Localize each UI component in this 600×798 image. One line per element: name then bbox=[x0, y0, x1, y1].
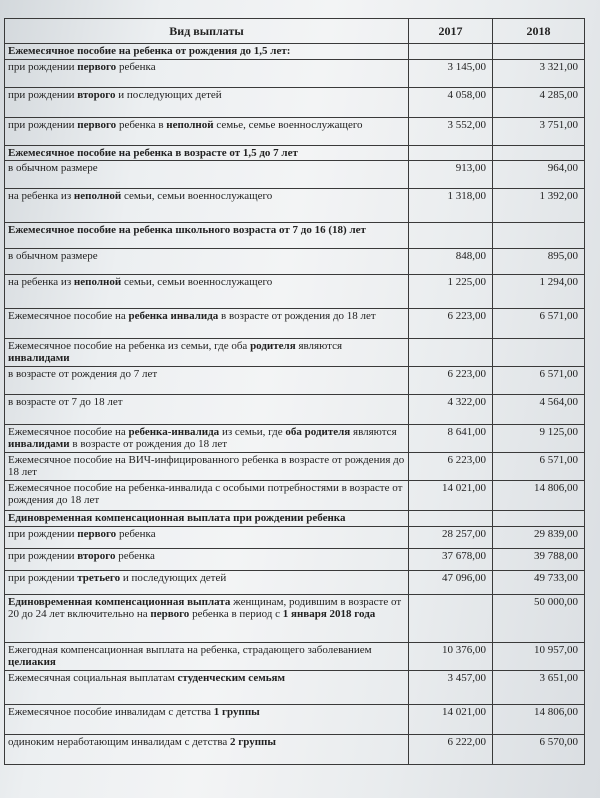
table-row bbox=[5, 735, 585, 765]
header-year-2018: 2018 bbox=[493, 19, 585, 44]
value-2018-cell: 14 806,00 bbox=[493, 481, 585, 511]
text-fragment: являются bbox=[295, 340, 343, 352]
text-fragment: при рождении bbox=[8, 61, 78, 73]
table-row bbox=[5, 671, 585, 705]
table-header-row bbox=[5, 19, 585, 44]
text-fragment: Ежемесячная социальная выплатам bbox=[8, 672, 178, 684]
text-fragment: оба родителя bbox=[285, 426, 351, 438]
text-fragment: инвалидами bbox=[8, 352, 70, 364]
payment-type-cell bbox=[5, 146, 409, 161]
value-2017-cell: 3 145,00 bbox=[409, 60, 493, 88]
text-fragment: Единовременная компенсационная выплата при рождении ребенка bbox=[8, 512, 346, 524]
text-fragment: Ежегодная компенсационная выплата на ребенка, страдающего заболеванием bbox=[8, 644, 372, 656]
header-year-2017: 2017 bbox=[409, 19, 493, 44]
payment-type-cell bbox=[5, 44, 409, 60]
value-2017-cell: 47 096,00 bbox=[409, 571, 493, 595]
table-row bbox=[5, 705, 585, 735]
value-2017-cell bbox=[409, 595, 493, 643]
payment-type-cell bbox=[5, 60, 409, 88]
table-row bbox=[5, 549, 585, 571]
text-fragment: первого bbox=[77, 61, 117, 73]
payment-type-cell bbox=[5, 367, 409, 395]
value-2018-cell: 50 000,00 bbox=[493, 595, 585, 643]
text-fragment: Ежемесячное пособие на bbox=[8, 310, 129, 322]
value-2017-cell: 8 641,00 bbox=[409, 425, 493, 453]
text-fragment: женщинам, родившим в возрасте от 20 до 24 лет включительно на bbox=[8, 596, 402, 620]
value-2018-cell bbox=[493, 44, 585, 60]
value-2018-cell: 49 733,00 bbox=[493, 571, 585, 595]
table-row bbox=[5, 527, 585, 549]
table-row bbox=[5, 395, 585, 425]
payment-type-cell bbox=[5, 527, 409, 549]
payment-type-cell bbox=[5, 453, 409, 481]
table-row bbox=[5, 60, 585, 88]
table-row bbox=[5, 88, 585, 118]
value-2017-cell: 6 223,00 bbox=[409, 309, 493, 339]
value-2017-cell bbox=[409, 44, 493, 60]
text-fragment: 1 группы bbox=[213, 706, 260, 718]
text-fragment: неполной bbox=[166, 119, 214, 131]
text-fragment: первого bbox=[77, 119, 117, 131]
value-2018-cell: 895,00 bbox=[493, 249, 585, 275]
value-2018-cell bbox=[493, 146, 585, 161]
text-fragment: ребенка bbox=[116, 61, 156, 73]
text-fragment: ребенка инвалида bbox=[128, 310, 219, 322]
payment-type-cell bbox=[5, 481, 409, 511]
value-2018-cell: 3 651,00 bbox=[493, 671, 585, 705]
table-row bbox=[5, 339, 585, 367]
payment-type-cell bbox=[5, 705, 409, 735]
table-row bbox=[5, 571, 585, 595]
table-row bbox=[5, 275, 585, 309]
text-fragment: семьи, семьи военнослужащего bbox=[121, 276, 273, 288]
benefits-table bbox=[4, 18, 585, 765]
value-2018-cell: 4 564,00 bbox=[493, 395, 585, 425]
value-2017-cell: 10 376,00 bbox=[409, 643, 493, 671]
payment-type-cell bbox=[5, 275, 409, 309]
text-fragment: Ежемесячное пособие на ребенка школьного возраста от 7 до 16 (18) лет bbox=[8, 224, 366, 236]
value-2018-cell: 6 571,00 bbox=[493, 309, 585, 339]
text-fragment: третьего bbox=[77, 572, 121, 584]
text-fragment: второго bbox=[77, 550, 116, 562]
table-row bbox=[5, 481, 585, 511]
value-2017-cell: 14 021,00 bbox=[409, 705, 493, 735]
value-2017-cell: 848,00 bbox=[409, 249, 493, 275]
text-fragment: Ежемесячное пособие на ребенка из семьи, где оба bbox=[8, 340, 251, 352]
text-fragment: на ребенка из bbox=[8, 276, 74, 288]
value-2018-cell: 6 571,00 bbox=[493, 367, 585, 395]
text-fragment: и последующих детей bbox=[115, 89, 222, 101]
text-fragment: и последующих детей bbox=[120, 572, 227, 584]
value-2017-cell: 28 257,00 bbox=[409, 527, 493, 549]
payment-type-cell bbox=[5, 339, 409, 367]
section-header-row bbox=[5, 511, 585, 527]
value-2018-cell: 39 788,00 bbox=[493, 549, 585, 571]
text-fragment: при рождении bbox=[8, 89, 78, 101]
text-fragment: в возрасте от рождения до 7 лет bbox=[8, 368, 158, 380]
table-row bbox=[5, 595, 585, 643]
payment-type-cell bbox=[5, 88, 409, 118]
value-2017-cell: 4 058,00 bbox=[409, 88, 493, 118]
value-2018-cell: 3 751,00 bbox=[493, 118, 585, 146]
text-fragment: семье, семье военнослужащего bbox=[213, 119, 363, 131]
text-fragment: в обычном размере bbox=[8, 162, 98, 174]
value-2018-cell: 4 285,00 bbox=[493, 88, 585, 118]
text-fragment: родителя bbox=[250, 340, 296, 352]
text-fragment: ребенка в bbox=[116, 119, 167, 131]
value-2018-cell: 1 294,00 bbox=[493, 275, 585, 309]
text-fragment: Ежемесячное пособие на ВИЧ-инфицированного ребенка в возрасте от рождения до 18 лет bbox=[8, 454, 405, 478]
text-fragment: Ежемесячное пособие на bbox=[8, 426, 129, 438]
value-2017-cell: 3 457,00 bbox=[409, 671, 493, 705]
payment-type-cell bbox=[5, 511, 409, 527]
text-fragment: в возрасте от 7 до 18 лет bbox=[8, 396, 123, 408]
value-2017-cell bbox=[409, 146, 493, 161]
table-row bbox=[5, 189, 585, 223]
text-fragment: ребенка в период с bbox=[189, 608, 283, 620]
text-fragment: ребенка-инвалида bbox=[128, 426, 220, 438]
payment-type-cell bbox=[5, 189, 409, 223]
value-2018-cell: 964,00 bbox=[493, 161, 585, 189]
text-fragment: ребенка bbox=[115, 550, 155, 562]
section-header-row bbox=[5, 146, 585, 161]
text-fragment: при рождении bbox=[8, 119, 78, 131]
table-row bbox=[5, 249, 585, 275]
payment-type-cell bbox=[5, 643, 409, 671]
table-row bbox=[5, 453, 585, 481]
text-fragment: Ежемесячное пособие на ребенка в возрасте от 1,5 до 7 лет bbox=[8, 147, 298, 159]
section-header-row bbox=[5, 44, 585, 60]
value-2017-cell: 3 552,00 bbox=[409, 118, 493, 146]
text-fragment: Ежемесячное пособие на ребенка от рождения до 1,5 лет: bbox=[8, 45, 291, 57]
text-fragment: целиакия bbox=[8, 656, 56, 668]
table-row bbox=[5, 161, 585, 189]
payment-type-cell bbox=[5, 425, 409, 453]
payment-type-cell bbox=[5, 671, 409, 705]
text-fragment: 2 группы bbox=[230, 736, 276, 748]
text-fragment: при рождении bbox=[8, 572, 78, 584]
table-row bbox=[5, 118, 585, 146]
value-2017-cell: 37 678,00 bbox=[409, 549, 493, 571]
payment-type-cell bbox=[5, 395, 409, 425]
text-fragment: ребенка bbox=[116, 528, 156, 540]
payment-type-cell bbox=[5, 571, 409, 595]
text-fragment: Ежемесячное пособие инвалидам с детства bbox=[8, 706, 214, 718]
text-fragment: в обычном размере bbox=[8, 250, 98, 262]
table-row bbox=[5, 367, 585, 395]
payment-type-cell bbox=[5, 223, 409, 249]
value-2017-cell: 6 223,00 bbox=[409, 367, 493, 395]
value-2018-cell bbox=[493, 511, 585, 527]
section-header-row bbox=[5, 223, 585, 249]
text-fragment: студенческим семьям bbox=[177, 672, 285, 684]
text-fragment: при рождении bbox=[8, 550, 78, 562]
text-fragment: на ребенка из bbox=[8, 190, 74, 202]
payment-type-cell bbox=[5, 735, 409, 765]
table-row bbox=[5, 425, 585, 453]
text-fragment: инвалидами bbox=[8, 438, 70, 450]
payment-type-cell bbox=[5, 249, 409, 275]
value-2017-cell bbox=[409, 511, 493, 527]
value-2018-cell: 1 392,00 bbox=[493, 189, 585, 223]
payment-type-cell bbox=[5, 549, 409, 571]
value-2018-cell: 10 957,00 bbox=[493, 643, 585, 671]
text-fragment: Единовременная компенсационная выплата bbox=[8, 596, 231, 608]
value-2018-cell: 6 570,00 bbox=[493, 735, 585, 765]
text-fragment: из семьи, где bbox=[219, 426, 286, 438]
value-2018-cell bbox=[493, 223, 585, 249]
text-fragment: второго bbox=[77, 89, 116, 101]
value-2018-cell: 9 125,00 bbox=[493, 425, 585, 453]
table-row bbox=[5, 643, 585, 671]
value-2017-cell: 1 318,00 bbox=[409, 189, 493, 223]
value-2017-cell: 6 223,00 bbox=[409, 453, 493, 481]
value-2017-cell: 4 322,00 bbox=[409, 395, 493, 425]
text-fragment: неполной bbox=[73, 276, 122, 288]
text-fragment: в возрасте от рождения до 18 лет bbox=[69, 438, 228, 450]
payment-type-cell bbox=[5, 161, 409, 189]
value-2018-cell: 6 571,00 bbox=[493, 453, 585, 481]
payment-type-cell bbox=[5, 309, 409, 339]
value-2018-cell bbox=[493, 339, 585, 367]
table-body bbox=[5, 44, 585, 765]
value-2017-cell: 6 222,00 bbox=[409, 735, 493, 765]
text-fragment: 1 января 2018 года bbox=[282, 608, 376, 620]
value-2018-cell: 14 806,00 bbox=[493, 705, 585, 735]
value-2018-cell: 3 321,00 bbox=[493, 60, 585, 88]
payment-type-cell bbox=[5, 118, 409, 146]
text-fragment: неполной bbox=[73, 190, 122, 202]
text-fragment: в возрасте от рождения до 18 лет bbox=[218, 310, 376, 322]
text-fragment: являются bbox=[350, 426, 397, 438]
header-payment-type: Вид выплаты bbox=[5, 19, 409, 44]
value-2017-cell: 14 021,00 bbox=[409, 481, 493, 511]
text-fragment: Ежемесячное пособие на ребенка-инвалида с особыми потребностями в возрасте от рождения до 18 лет bbox=[8, 482, 403, 506]
value-2018-cell: 29 839,00 bbox=[493, 527, 585, 549]
text-fragment: семьи, семьи военнослужащего bbox=[121, 190, 273, 202]
value-2017-cell: 1 225,00 bbox=[409, 275, 493, 309]
value-2017-cell: 913,00 bbox=[409, 161, 493, 189]
text-fragment: одиноким неработающим инвалидам с детства bbox=[8, 736, 230, 748]
text-fragment: первого bbox=[150, 608, 190, 620]
value-2017-cell bbox=[409, 223, 493, 249]
value-2017-cell bbox=[409, 339, 493, 367]
text-fragment: первого bbox=[77, 528, 117, 540]
text-fragment: при рождении bbox=[8, 528, 78, 540]
table-row bbox=[5, 309, 585, 339]
payment-type-cell bbox=[5, 595, 409, 643]
